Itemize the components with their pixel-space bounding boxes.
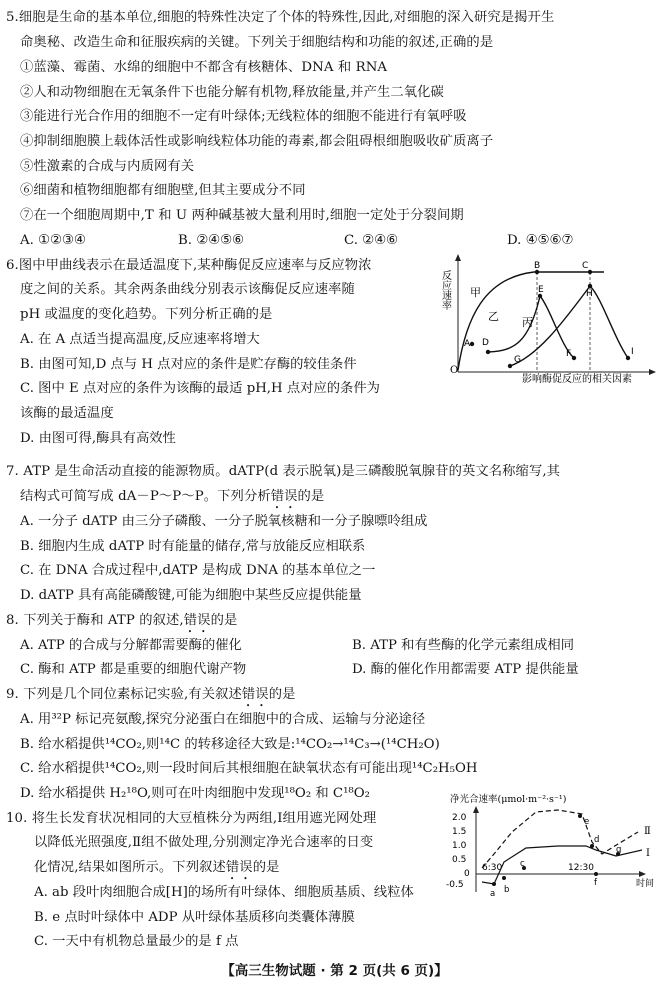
q6-point-f: F [566,349,572,359]
q5-statement-2: ②人和动物细胞在无氧条件下也能分解有机物,释放能量,并产生二氧化碳 [20,85,444,100]
q6-point-c: C [582,261,589,271]
q10-point-b: b [504,885,510,895]
q6-stem-line3: pH 或温度的变化趋势。下列分析正确的是 [20,307,273,322]
q6-option-d[interactable]: D. 由图可得,酶具有高效性 [20,431,176,446]
q9-option-a[interactable]: A. 用³²P 标记亮氨酸,探究分泌蛋白在细胞中的合成、运输与分泌途径 [20,712,426,727]
q7-option-b[interactable]: B. 细胞内生成 dATP 时有能量的储存,常与放能反应相联系 [20,539,366,554]
q6-origin: O [450,365,459,376]
q10-option-c[interactable]: C. 一天中有机物总量最少的是 f 点 [34,934,239,949]
q10-point-e: e [584,817,590,827]
q5-option-a[interactable]: A. ①②③④ [20,233,86,248]
q9-option-c[interactable]: C. 给水稻提供¹⁴CO₂,则一段时间后其根细胞在缺氧状态有可能出现¹⁴C₂H₅OH [20,761,478,776]
q8-stem [6,612,237,636]
q5-option-d[interactable]: D. ④⑤⑥⑦ [507,233,574,248]
q5-stem-line2: 命奥秘、改造生命和征服疾病的关键。下列关于细胞结构和功能的叙述,正确的是 [20,35,494,50]
q9-keyword-error: 错误 [241,687,269,702]
q6-stem-line1: 6.图中甲曲线表示在最适温度下,某种酶促反应速率与反应物浓 [6,258,372,273]
q10-y-axis-label: 净光合速率(μmol·m⁻²·s⁻¹) [450,794,567,805]
q10-ytick-1: 1.0 [452,841,467,851]
q10-stem-line2: 以降低光照强度,Ⅱ组不做处理,分别测定净光合速率的日变 [34,835,374,850]
q6-point-i: I [631,347,634,357]
q10-stem-line3 [34,859,279,883]
q10-ytick-0: 0 [464,869,470,879]
q7-stem-part: 结构式可简写成 dA－P～P～P。下列分析 [20,489,271,504]
q8-option-a[interactable]: A. ATP 的合成与分解都需要酶的催化 [20,638,242,653]
q8-option-c[interactable]: C. 酶和 ATP 都是重要的细胞代谢产物 [20,662,247,677]
q10-point-d: d [594,835,600,845]
q6-option-a[interactable]: A. 在 A 点适当提高温度,反应速率将增大 [20,332,260,347]
q6-curve-label-jia: 甲 [470,286,481,299]
q6-stem-line2: 度之间的关系。其余两条曲线分别表示该酶促反应速率随 [20,282,355,297]
q7-option-d[interactable]: D. dATP 具有高能磷酸键,可能为细胞中某些反应提供能量 [20,588,362,603]
q10-xtick-630: 6:30 [482,863,503,873]
q10-x-axis-label: 时间 [636,879,655,889]
q6-option-c-line1[interactable]: C. 图中 E 点对应的条件为该酶的最适 pH,H 点对应的条件为 [20,381,380,396]
q9-stem-part: 9. 下列是几个同位素标记实验,有关叙述 [6,687,242,702]
q5-stem-line1: 5.细胞是生命的基本单位,细胞的特殊性决定了个体的特殊性,因此,对细胞的深入研究是揭开生 [6,10,555,25]
q10-series-label-i: Ⅰ [646,848,650,859]
q7-stem-line1: 7. ATP 是生命活动直接的能源物质。dATP(d 表示脱氧)是三磷酸脱氧腺苷的英文名称缩写,其 [6,464,561,479]
q8-keyword-error: 错误 [183,613,211,628]
q9-option-d[interactable]: D. 给水稻提供 H₂¹⁸O,则可在叶肉细胞中发现¹⁸O₂ 和 C¹⁸O₂ [20,786,370,801]
q10-series-label-ii: Ⅱ [644,826,651,837]
q5-statement-7: ⑦在一个细胞周期中,T 和 U 两种碱基被大量利用时,细胞一定处于分裂间期 [20,208,464,223]
q6-point-d: D [482,338,489,348]
q10-xtick-1230: 12:30 [568,863,594,873]
q10-point-c: c [520,859,525,869]
q10-ytick-1-5: 1.5 [452,827,467,837]
q10-option-b[interactable]: B. e 点时叶绿体中 ADP 从叶绿体基质移向类囊体薄膜 [34,910,355,925]
q10-series-ii [482,810,638,868]
q6-option-b[interactable]: B. 由图可知,D 点与 H 点对应的条件是贮存酶的较佳条件 [20,357,357,372]
q9-option-b[interactable]: B. 给水稻提供¹⁴CO₂,则¹⁴C 的转移途径大致是:¹⁴CO₂→¹⁴C₃→(¹⁴CH₂O) [20,737,440,752]
q6-enzyme-chart [439,248,662,388]
q7-keyword-error: 错误 [270,489,298,504]
q6-point-a: A [464,339,471,349]
q10-point-a: a [490,889,496,899]
q10-keyword-error: 错误 [225,860,253,875]
q8-stem-end: 的是 [210,613,238,628]
q9-stem-end: 的是 [268,687,296,702]
q10-ytick-neg-0-5: -0.5 [446,880,464,890]
q7-stem-line2 [20,488,324,512]
q9-stem [6,686,295,710]
q7-option-a[interactable]: A. 一分子 dATP 由三分子磷酸、一分子脱氧核糖和一分子腺嘌呤组成 [20,514,428,529]
q8-option-b[interactable]: B. ATP 和有些酶的化学元素组成相同 [352,638,575,653]
q6-point-h: H [586,289,593,299]
q6-curve-label-yi: 乙 [488,310,499,323]
q5-statement-4: ④抑制细胞膜上载体活性或影响线粒体功能的毒素,都会阻碍根细胞吸收矿质离子 [20,134,494,149]
q5-statement-3: ③能进行光合作用的细胞不一定有叶绿体;无线粒体的细胞不能进行有氧呼吸 [20,109,467,124]
q5-statement-1: ①蓝藻、霉菌、水绵的细胞中不都含有核糖体、DNA 和 RNA [20,60,388,75]
q10-photosynthesis-chart [446,792,666,900]
q8-option-d[interactable]: D. 酶的催化作用都需要 ATP 提供能量 [352,662,579,677]
q6-y-axis-label: 反应速率 [439,270,451,310]
q6-point-e: E [538,285,544,295]
q10-stem-line1: 10. 将生长发育状况相同的大豆植株分为两组,Ⅰ组用遮光网处理 [6,811,377,826]
q6-curve-label-bing: 丙 [522,316,533,329]
q10-point-f: f [594,878,597,888]
q5-option-b[interactable]: B. ②④⑤⑥ [178,233,244,248]
q8-stem-part: 8. 下列关于酶和 ATP 的叙述, [6,613,184,628]
q6-option-c-line2: 该酶的最适温度 [20,406,114,421]
q5-statement-6: ⑥细菌和植物细胞都有细胞壁,但其主要成分不同 [20,183,306,198]
q10-ytick-2: 2.0 [452,813,467,823]
q5-statement-5: ⑤性激素的合成与内质网有关 [20,159,195,174]
q6-point-b: B [534,261,541,271]
q10-point-g: g [616,845,622,855]
q5-option-c[interactable]: C. ②④⑥ [344,233,398,248]
q10-stem-end: 的是 [252,860,280,875]
q7-option-c[interactable]: C. 在 DNA 合成过程中,dATP 是构成 DNA 的基本单位之一 [20,563,376,578]
q10-option-a[interactable]: A. ab 段叶肉细胞合成[H]的场所有叶绿体、细胞质基质、线粒体 [34,885,414,900]
q7-stem-end: 的是 [297,489,325,504]
page-footer: 【高三生物试题 · 第 2 页(共 6 页)】 [221,963,448,979]
q10-ytick-0-5: 0.5 [452,855,467,865]
q6-x-axis-label: 影响酶促反应的相关因素 [522,374,632,385]
q6-point-g: G [514,355,521,365]
q10-stem-part: 化情况,结果如图所示。下列叙述 [34,860,226,875]
